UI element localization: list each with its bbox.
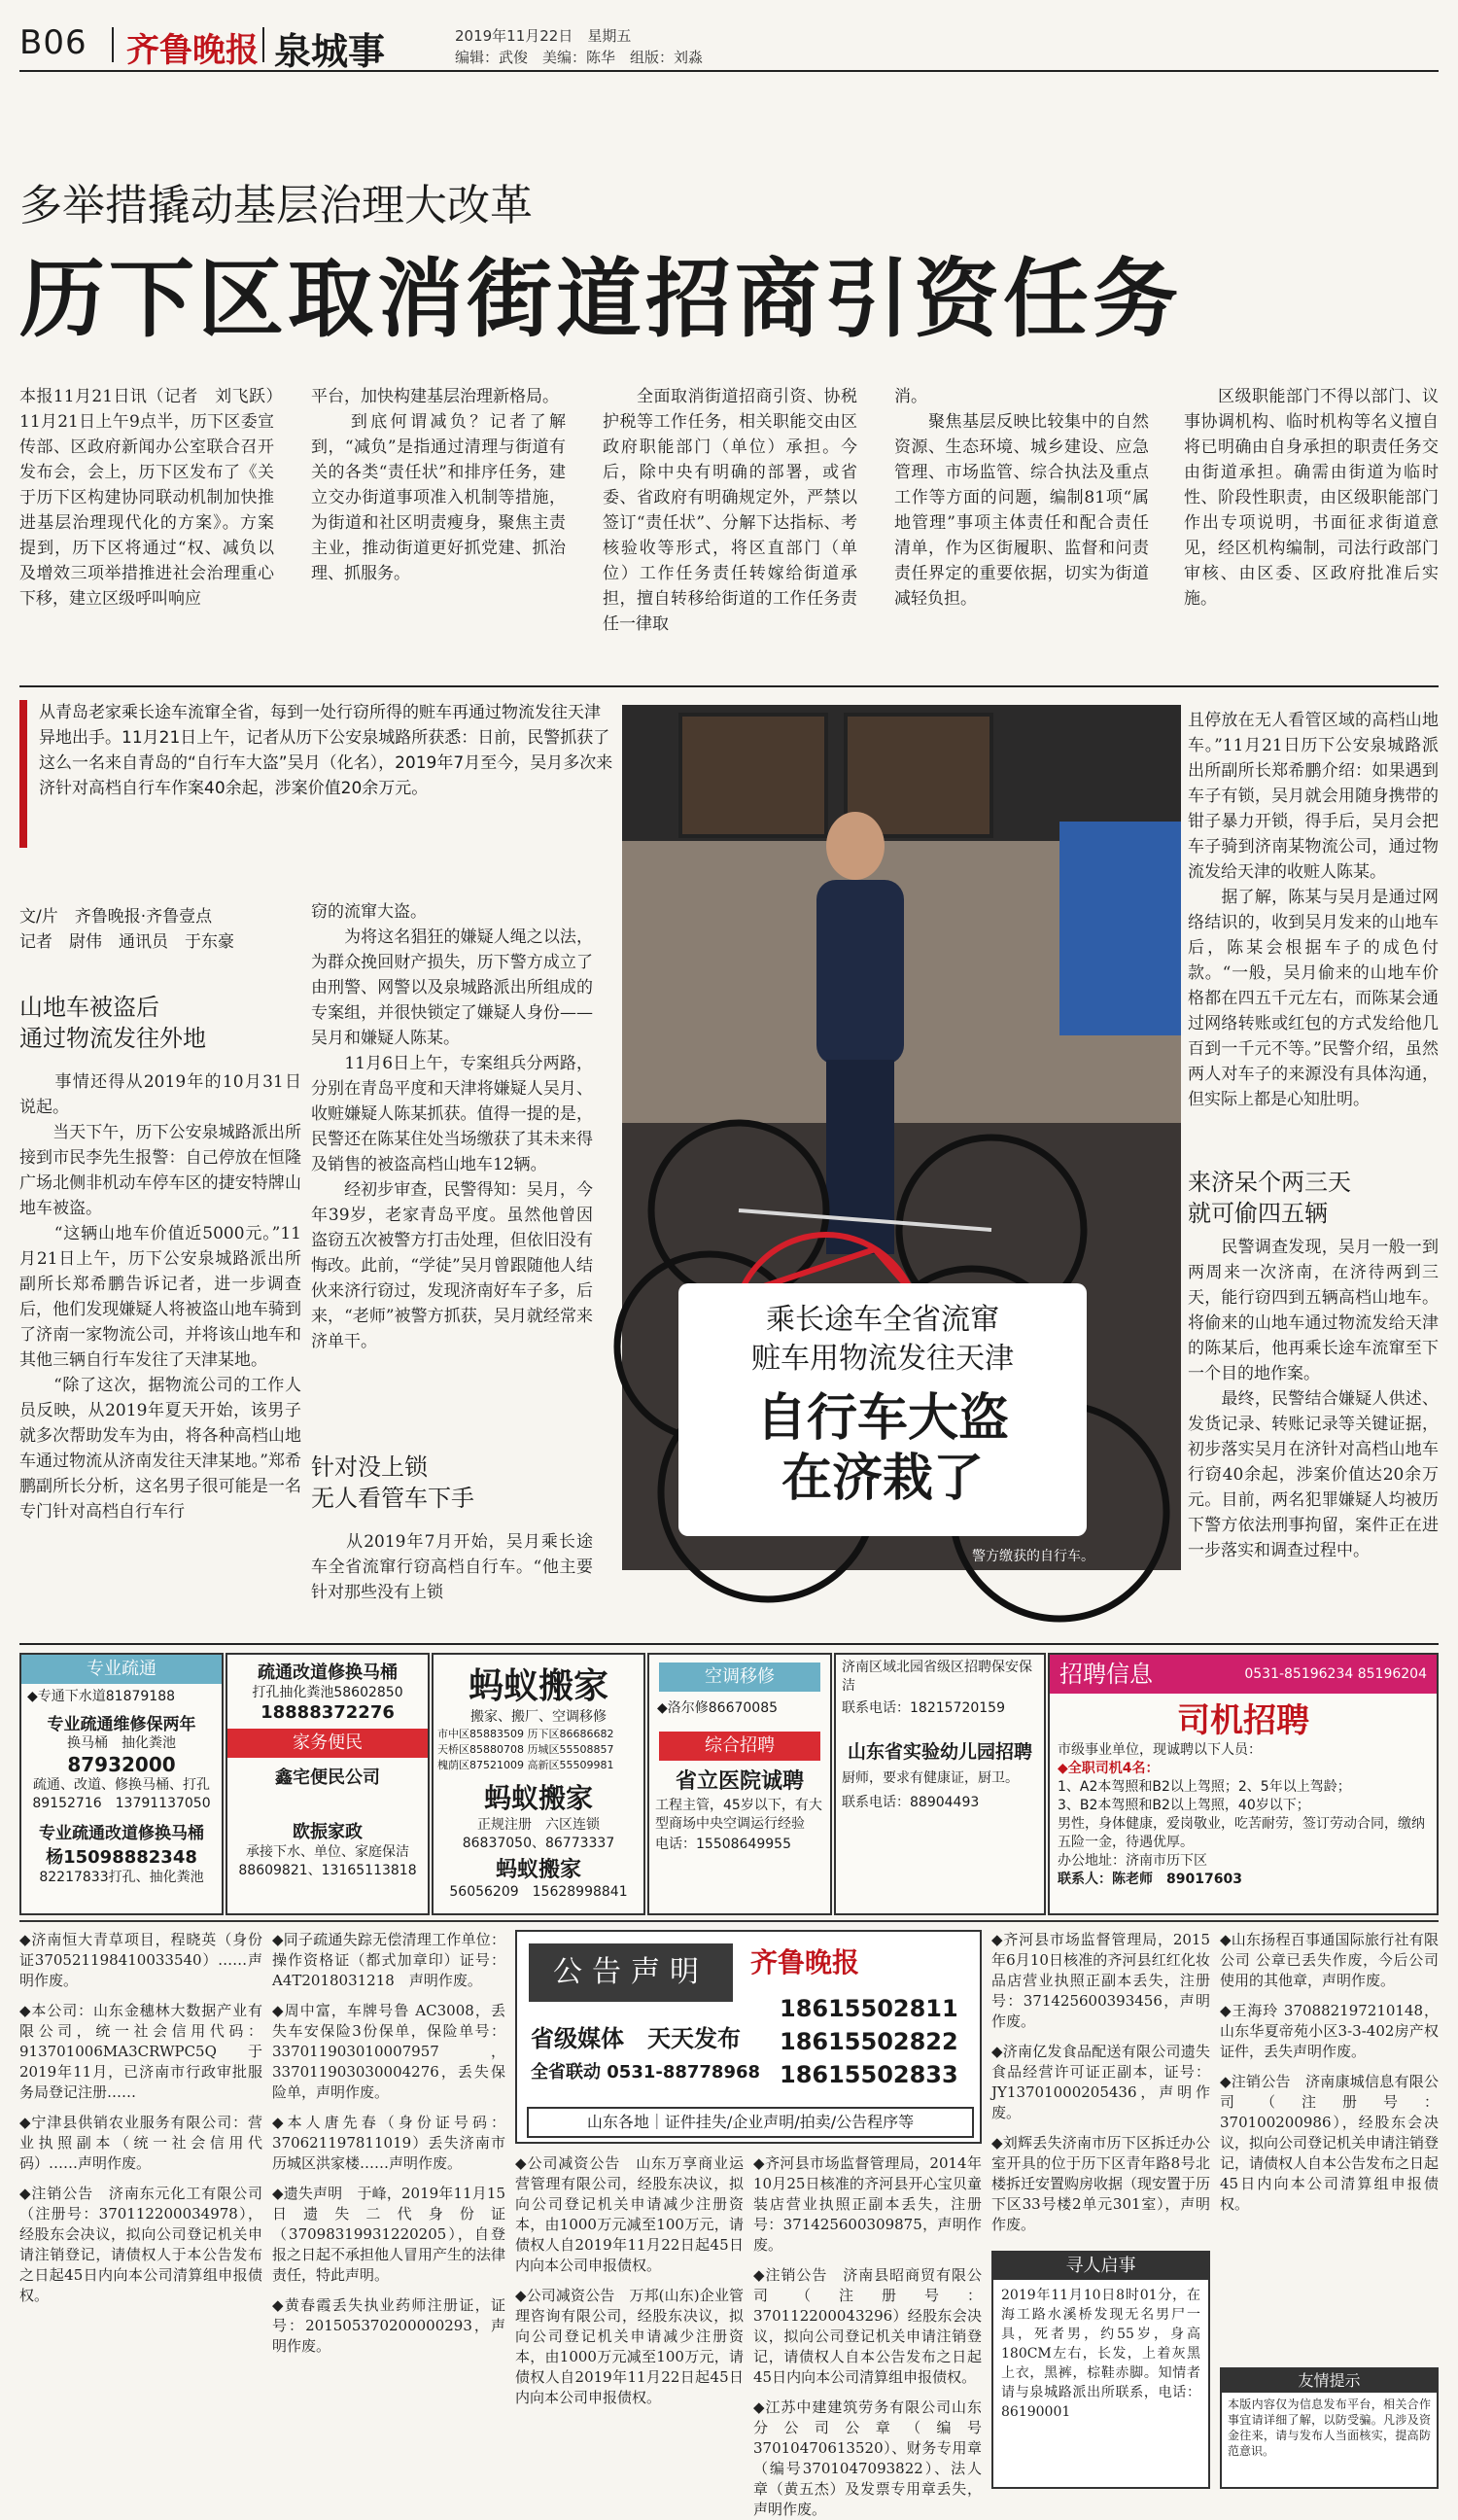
- ad-title: 蚂蚁搬家: [495, 1858, 581, 1882]
- story-column-3: 全面取消街道招商引资、协税护税等工作任务，相关职能交由区政府职能部门（单位）承担。今后，除中央有明确的部署，或省委、省政府有明确规定外，严禁以签订“责任状”、分解下达指标、考核验收等形式，将区直部门（单位）工作任务责任转嫁给街道承担，擅自转移给街道的工作任务责任一律取: [603, 387, 857, 634]
- ad-banner-title: 招聘信息: [1059, 1661, 1153, 1688]
- ad-kindergarten: [834, 1653, 1046, 1915]
- feature-subhead-1: 山地车被盗后 通过物流发往外地: [19, 994, 206, 1052]
- missing-person-title: 寻人启事: [993, 2253, 1208, 2280]
- announcement-categories: 山东各地｜证件挂失/企业声明/拍卖/公告程序等: [527, 2107, 974, 2138]
- ad-title: 疏通改道修换马桶: [258, 1662, 398, 1683]
- paper-name: 齐鲁晚报: [126, 31, 259, 70]
- ad-line: 工程主管，45岁以下，有大型商场中央空调运行经验: [655, 1798, 822, 1832]
- notices-column-4: [753, 2153, 982, 2518]
- photo-caption-title-2: 在济栽了: [781, 1450, 984, 1508]
- notices-rule: [19, 1920, 1439, 1922]
- notices-column-5: [991, 1930, 1210, 2241]
- notice: ◆王海玲 370882197210148，山东华夏帝苑小区3-3-402房产权证件，丢失声明作废。: [1220, 2002, 1439, 2060]
- feature-lead: 从青岛老家乘长途车流窜全省，每到一处行窃所得的赃车再通过物流发往天津异地出手。11月21日上午，记者从历下公安泉城路所获悉：日前，民警抓获了这么一名来自青岛的“自行车大盗”吴月（化名），2019年7月至今，吴月多次来济针对高档自行车作案40余起，涉案价值20余万元。: [39, 703, 613, 798]
- notices-column-3: [515, 2153, 744, 2489]
- photo-caption-box: [678, 1283, 1087, 1536]
- notice: ◆济南亿发食品配送有限公司遗失食品经营许可证正副本，证号：JY13701000205436，声明作废。: [991, 2043, 1210, 2121]
- ad-phone: 56056209 15628998841: [449, 1884, 628, 1900]
- notice: ◆齐河县市场监督管理局，2015年6月10日核准的齐河县红红化妆品店营业执照正副本丢失，注册号：371425600393456，声明作废。: [991, 1931, 1210, 2030]
- notice: ◆本公司：山东金穗林大数据产业有限公司，统一社会信用代码：913701006MA3CRWPC5Q 于2019年11月，已济南市行政审批服务局登记注册……: [19, 2002, 262, 2101]
- ads-rule: [19, 1643, 1439, 1645]
- notice: ◆山东扬程百事通国际旅行社有限公司 公章已丢失作废，今后公司使用的其他章，声明作废。: [1220, 1931, 1439, 1989]
- phone-number: 18615502833: [780, 2061, 958, 2088]
- announcement-phones: [780, 1992, 958, 2091]
- ad-line: 办公地址：济南市历下区: [1058, 1853, 1207, 1869]
- ad-plumbing-1: [19, 1653, 224, 1915]
- ad-line: 男性，身体健康，爱岗敬业，吃苦耐劳，签订劳动合同，缴纳五险一金，待遇优厚。: [1058, 1816, 1425, 1850]
- ad-line: 济南区域北园省级区招聘保安保洁: [842, 1660, 1032, 1694]
- ad-line: 正规注册 六区连锁: [477, 1817, 600, 1833]
- divider: [112, 27, 114, 62]
- notice: ◆刘辉丢失济南市历下区拆迁办公室开具的位于历下区青年路8号北楼拆迁安置购房收据（现安置于历下区33号楼2单元301室），声明作废。: [991, 2134, 1211, 2233]
- divider: [262, 27, 264, 62]
- notice: ◆江苏中建建筑劳务有限公司山东分公司公章（编号37010470613520）、财务专用章（编号3701047093822）、法人章（黄五杰）及发票专用章丢失，声明作废。: [753, 2398, 982, 2518]
- story-column-2: 平台，加快构建基层治理新格局。 到底何谓减负？记者了解到，“减负”是指通过清理与街道有关的各类“责任状”和排序任务，建立交办街道事项准入机制等措施，为街道和社区明责瘦身，聚焦主责主业，推动街道更好抓党建、抓治理、抓服务。: [311, 387, 566, 583]
- phone-number: 18615502811: [780, 1995, 958, 2022]
- ad-phone: ◆洛尔修86670085: [657, 1700, 779, 1716]
- notice: ◆同子疏通失踪无偿清理工作单位：操作资格证（都式加章印）证号：A4T2018031218 声明作废。: [272, 1931, 505, 1989]
- notice: ◆本人唐先春（身份证号码：370621197811019）丢失济南市历城区洪家楼……声明作废。: [272, 2114, 505, 2172]
- announcement-header: [515, 1930, 982, 2144]
- ad-title: 山东省实验幼儿园招聘: [847, 1741, 1032, 1763]
- friendly-tip-text: 本版内容仅为信息发布平台，相关合作事宜请详细了解，以防受骗。凡涉及资金往来，请与发布人当面核实，提高防范意识。: [1228, 2398, 1431, 2458]
- issue-date: 2019年11月22日 星期五: [455, 27, 632, 45]
- ad-line: ◆专通下水道81879188: [27, 1689, 176, 1704]
- story-kicker: 多举措撬动基层治理大改革: [19, 181, 533, 230]
- notice: ◆齐河县市场监督管理局，2014年10月25日核准的齐河县开心宝贝童装店营业执照正副本丢失，注册号：371425600309875，声明作废。: [753, 2154, 982, 2254]
- ad-phone: 87932000: [67, 1753, 176, 1776]
- masthead: [19, 19, 1439, 72]
- ad-line: 天桥区85880708 历城区55508857: [437, 1743, 614, 1756]
- story-column-5: 区级职能部门不得以部门、议事协调机构、临时机构等名义擅自将已明确由自身承担的职责任务交由街道承担。确需由街道为临时性、阶段性职责，由区级职能部门作出专项说明，书面征求街道意见，经区机构编制，司法行政部门审核、由区委、区政府批准后实施。: [1184, 387, 1439, 609]
- ad-line: 3、B2本驾照和B2以上驾照，40岁以下；: [1058, 1798, 1310, 1813]
- notice: ◆注销公告 济南康城信息有限公司（注册号：370100200986），经股东会决议，拟向公司登记机关申请注销登记，请债权人自本公告发布之日起45日内向本公司清算组申报债权。: [1220, 2073, 1440, 2213]
- section-rule: [19, 685, 1439, 687]
- friendly-tip-box: [1220, 2367, 1439, 2489]
- ad-title: 鑫宅便民公司: [275, 1768, 380, 1788]
- feature-column-2b: 从2019年7月开始，吴月乘长途车全省流窜行窃高档自行车。“他主要针对那些没有上锁: [311, 1532, 593, 1602]
- announcement-banner: 公告声明: [529, 1943, 733, 2002]
- ad-line: ◆全职司机4名：: [1058, 1761, 1160, 1776]
- ad-phone: 电话：15508649955: [655, 1837, 791, 1852]
- ad-phone: 86837050、86773337: [462, 1836, 615, 1851]
- ad-aircon-hiring: [647, 1653, 832, 1915]
- notice: ◆注销公告 济南东元化工有限公司（注册号：370112200034978），经股东会决议，拟向公司登记机关申请注销登记，请债权人于本公告发布之日起45日内向本公司清算组申报债权。: [19, 2185, 262, 2304]
- ad-line: 换马桶 抽化粪池: [67, 1735, 176, 1751]
- page-number: B06: [19, 23, 87, 62]
- ad-title: 蚂蚁搬家: [468, 1666, 608, 1706]
- ad-line: 82217833打孔、抽化粪池: [39, 1870, 204, 1885]
- notice: ◆宁津县供销农业服务有限公司：营业执照副本（统一社会信用代码）……声明作废。: [19, 2114, 262, 2172]
- missing-person-text: 2019年11月10日8时01分，在海工路水溪桥发现无名男尸一具，死者男，约55岁，身高180CM左右，长发，上着灰黑上衣，黑裤，棕鞋赤脚。知情者请与泉城路派出所联系，电话：86190001: [1001, 2288, 1200, 2420]
- ad-line: 承接下水、单位、家庭保洁: [246, 1844, 409, 1860]
- ad-line: 市级事业单位，现诚聘以下人员：: [1058, 1742, 1262, 1758]
- ad-line: 槐荫区87521009 高新区55509981: [437, 1759, 614, 1771]
- section-name: 泉城事: [274, 30, 386, 73]
- feature-column-2: 窃的流窜大盗。 为将这名猖狂的嫌疑人绳之以法，为群众挽回财产损失，历下警方成立了由刑警、网警以及泉城路派出所组成的专案组，并很快锁定了嫌疑人身份——吴月和嫌疑人陈某。 11月6日上午，专案组兵分两路，分别在青岛平度和天津将嫌疑人吴月、收赃嫌疑人陈某抓获。值得一提的是，民警还在陈某住处当场缴获了其未来得及销售的被盗高档山地车12辆。 经初步审查，民警得知：吴月，今年39岁，老家青岛平度。虽然他曾因盗窃五次被警方打击处理，但依旧没有悔改。此前，“学徒”吴月曾跟随他人结伙来济行窃过，发现济南好车子多，后来，“老师”被警方抓获，吴月就经常来济单干。: [311, 902, 593, 1351]
- ad-title: 省立医院诚聘: [675, 1769, 804, 1794]
- notices-column-2: [272, 1930, 505, 2489]
- missing-person-notice: [991, 2251, 1210, 2489]
- ad-line: 1、A2本驾照和B2以上驾照；2、5年以上驾龄；: [1058, 1779, 1351, 1795]
- announcement-hotline: 全省联动 0531-88778968: [531, 2062, 761, 2082]
- story-column-4: 消。 聚焦基层反映比较集中的自然资源、生态环境、城乡建设、应急管理、市场监管、综合执法及重点工作等方面的问题，编制81项“属地管理”事项主体责任和配合责任清单，作为区街履职、监督和问责责任界定的重要依据，切实为街道减轻负担。: [894, 387, 1149, 609]
- ad-line: 打孔抽化粪池58602850: [252, 1685, 403, 1700]
- ad-banner: 专业疏通: [21, 1655, 222, 1684]
- feature-column-1: 事情还得从2019年的10月31日说起。 当天下午，历下公安泉城路派出所接到市民李先生报警：自己停放在恒隆广场北侧非机动车停车区的捷安特牌山地车被盗。 “这辆山地车价值近5000元。”11月21日上午，历下公安泉城路派出所副所长郑希鹏告诉记者，进一步调查后，他们发现嫌疑人将被盗山地车骑到了济南一家物流公司，并将该山地车和其他三辆自行车发往了天津某地。 “除了这次，据物流公司的工作人员反映，从2019年夏天开始，该男子就多次帮助发车为由，将各种高档山地车通过物流从济南发往天津某地。”郑希鹏副所长分析，这名男子很可能是一名专门针对高档自行车行: [19, 1072, 301, 1522]
- ad-banner: 家务便民: [227, 1729, 428, 1758]
- phone-number: 18615502822: [780, 2028, 958, 2055]
- announcement-slogan: 省级媒体 天天发布: [531, 2025, 741, 2052]
- ad-phone: 89152716 13791137050: [32, 1796, 211, 1811]
- ad-moving: [432, 1653, 645, 1915]
- feature-column-3b: 民警调查发现，吴月一般一到两周来一次济南，在济待两到三天，能行窃四到五辆高档山地车。将偷来的山地车通过物流发给天津的陈某后，他再乘长途车流窜至下一个目的地作案。 最终，民警结合嫌疑人供述、发货记录、转账记录等关键证据，初步落实吴月在济针对高档山地车行窃40余起，涉案价值达20余万元。目前，两名犯罪嫌疑人均被历下警方依法刑事拘留，案件正在进一步落实和调查过程中。: [1188, 1238, 1439, 1560]
- ad-banner: 空调移修: [659, 1662, 820, 1692]
- ad-title: 蚂蚁搬家: [483, 1782, 593, 1814]
- ad-banner-phone: 0531-85196234 85196204: [1244, 1666, 1427, 1682]
- ad-banner: 综合招聘: [659, 1732, 820, 1761]
- ad-phone: 联系电话：18215720159: [842, 1700, 1005, 1716]
- notice: ◆公司减资公告 山东万享商业运营管理有限公司，经股东决议，拟向公司登记机关申请减少注册资本，由1000万元减至100万元，请债权人自2019年11月22日起45日内向本公司申报债权。: [515, 2154, 744, 2274]
- ad-banner: [1050, 1655, 1437, 1694]
- photo-caption-line-1: 乘长途车全省流窜: [766, 1303, 999, 1337]
- staff-credits: 编辑：武俊 美编：陈华 组版：刘淼: [455, 49, 704, 66]
- ad-contact: 联系人：陈老师 89017603: [1058, 1872, 1242, 1887]
- notice: ◆公司减资公告 万邦(山东)企业管理咨询有限公司，经股东决议，拟向公司登记机关申请减少注册资本，由1000万元减至100万元，请债权人自2019年11月22日起45日内向本公司申报债权。: [515, 2287, 744, 2406]
- feature-byline-2: 记者 尉伟 通讯员 于东豪: [19, 932, 234, 952]
- story-column-1: 本报11月21日讯（记者 刘飞跃） 11月21日上午9点半，历下区委宣传部、区政府新闻办公室联合召开发布会，会上，历下区发布了《关于历下区构建协同联动机制加快推进基层治理现代化的方案》。方案提到，历下区将通过“权、减负以及增效三项举措推进社会治理重心下移，建立区级呼叫响应: [19, 387, 291, 609]
- ad-line: 疏通、改道、修换马桶、打孔: [33, 1777, 210, 1793]
- ad-phone: 联系电话：88904493: [842, 1795, 980, 1810]
- ad-title: 司机招聘: [1177, 1701, 1309, 1740]
- feature-byline-1: 文/片 齐鲁晚报·齐鲁壹点: [19, 907, 213, 927]
- notices-column-6: [1220, 1930, 1439, 2358]
- ad-phone: 杨15098882348: [46, 1847, 197, 1868]
- notice: ◆黄春霞丢失执业药师注册证，证号：201505370200000293，声明作废。: [272, 2296, 505, 2355]
- ad-line: 搬家、搬厂、空调移修: [470, 1709, 607, 1725]
- feature-subhead-3: 来济呆个两三天 就可偷四五辆: [1188, 1169, 1351, 1227]
- ad-driver-recruit: [1048, 1653, 1439, 1915]
- photo-caption-title-1: 自行车大盗: [755, 1389, 1009, 1448]
- notice: ◆周中富，车牌号鲁 AC3008，丢失车安保险3份保单，保险单号：337011903010007957，337011903030004276，丢失保险单，声明作废。: [272, 2002, 505, 2101]
- ad-plumbing-2: [226, 1653, 430, 1915]
- notice: ◆济南恒大青草项目，程晓英（身份证370521198410033540）……声明作废。: [19, 1931, 262, 1989]
- ad-line: 市中区85883509 历下区86686682: [437, 1728, 614, 1740]
- feature-subhead-2: 针对没上锁 无人看管车下手: [311, 1453, 474, 1512]
- ad-phone: 18888372276: [260, 1702, 395, 1723]
- notice: ◆注销公告 济南县昭商贸有限公司（注册号：370112200043296）经股东会决议，拟向公司登记机关申请注销登记，请债权人自本公告发布之日起45日内向本公司清算组申报债权。: [753, 2266, 982, 2386]
- ad-phone: 88609821、13165113818: [238, 1863, 417, 1878]
- friendly-tip-title: 友情提示: [1222, 2369, 1437, 2393]
- notices-column-1: [19, 1930, 262, 2489]
- photo-credit: 警方缴获的自行车。: [972, 1549, 1094, 1564]
- ad-title: 欧振家政: [293, 1822, 363, 1842]
- notice: ◆遗失声明 于峰，2019年11月15日遗失二代身份证（37098319931220205），自登报之日起不承担他人冒用产生的法律责任，特此声明。: [272, 2185, 506, 2284]
- ad-line: 厨师，要求有健康证，厨卫。: [842, 1770, 1019, 1786]
- paper-logo: 齐鲁晚报: [750, 1946, 860, 1978]
- ad-title: 专业疏通改道修换马桶: [39, 1824, 204, 1843]
- ad-title: 专业疏通维修保两年: [47, 1715, 196, 1734]
- feature-lead-box: [19, 700, 614, 848]
- photo-caption-line-2: 赃车用物流发往天津: [751, 1342, 1014, 1376]
- feature-column-3: 且停放在无人看管区域的高档山地车。”11月21日历下公安泉城路派出所副所长郑希鹏介绍：如果遇到车子有锁，吴月就会用随身携带的钳子暴力开锁，得手后，吴月会把车子骑到济南某物流公司，通过物流发给天津的收赃人陈某。 据了解，陈某与吴月是通过网络结识的，收到吴月发来的山地车后，陈某会根据车子的成色付款。“一般，吴月偷来的山地车价格都在四五千元左右，而陈某会通过网络转账或红包的方式发给他几百到一千元不等。”民警介绍，虽然两人对车子的来源没有具体沟通，但实际上都是心知肚明。: [1188, 711, 1439, 1109]
- story-headline: 历下区取消街道招商引资任务: [19, 249, 1183, 349]
